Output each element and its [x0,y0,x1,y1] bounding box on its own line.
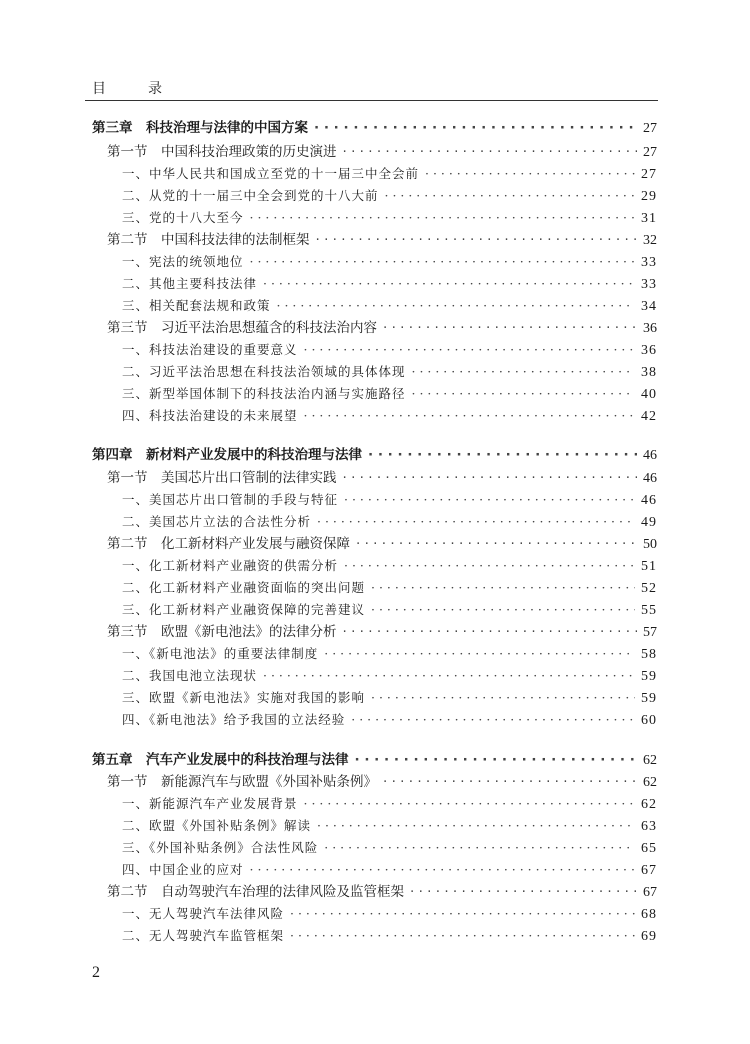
toc-title: 第三节 习近平法治思想蕴含的科技法治内容 [107,320,377,336]
toc-title: 一、化工新材料产业融资的供需分析 [122,558,339,573]
toc-item[interactable] [122,837,657,859]
toc-title: 二、美国芯片立法的合法性分析 [122,514,312,529]
dot-leader [383,771,637,793]
dot-leader [344,489,635,511]
toc-page: 67 [643,885,657,900]
dot-leader [250,207,635,229]
toc-page: 36 [641,343,657,358]
toc-title: 二、无人驾驶汽车监管框架 [122,928,285,943]
toc-item[interactable] [122,859,657,881]
toc-item[interactable] [122,295,657,317]
dot-leader [344,555,635,577]
toc-item[interactable] [122,405,657,427]
toc-page: 55 [641,603,657,618]
toc-item[interactable] [122,207,657,229]
toc-title: 一、科技法治建设的重要意义 [122,342,298,357]
toc-item[interactable] [122,273,657,295]
dot-leader [317,815,635,837]
dot-leader [250,859,635,881]
toc-item[interactable] [122,339,657,361]
toc-page: 62 [643,753,657,768]
dot-leader [304,793,635,815]
toc-title: 第二节 中国科技法律的法制框架 [107,232,310,248]
toc-page: 59 [641,691,657,706]
toc-section[interactable] [107,317,657,339]
toc-page: 62 [643,775,657,790]
toc-item[interactable] [122,489,657,511]
toc-title: 第四章 新材料产业发展中的科技治理与法律 [92,447,362,463]
toc-title: 一、新能源汽车产业发展背景 [122,796,298,811]
toc-title: 四、《新电池法》给予我国的立法经验 [122,712,346,727]
toc-page: 57 [643,625,657,640]
toc-title: 第一节 新能源汽车与欧盟《外国补贴条例》 [107,774,377,790]
toc-chapter[interactable] [92,749,657,771]
toc-section[interactable] [107,533,657,555]
toc-title: 第一节 中国科技治理政策的历史演进 [107,144,337,160]
toc-page: 65 [641,841,657,856]
toc-page: 52 [641,581,657,596]
dot-leader [324,643,635,665]
toc-item[interactable] [122,511,657,533]
toc-title: 三、新型举国体制下的科技法治内涵与实施路径 [122,386,406,401]
toc-item[interactable] [122,903,657,925]
toc-title: 三、欧盟《新电池法》实施对我国的影响 [122,690,366,705]
dot-leader [343,621,638,643]
toc-item[interactable] [122,665,657,687]
toc-page: 36 [643,321,657,336]
toc-page: 27 [643,145,657,160]
dot-leader [383,317,637,339]
dot-leader [412,383,635,405]
dot-leader [385,185,635,207]
toc-page: 33 [641,255,657,270]
toc-item[interactable] [122,361,657,383]
toc-page: 46 [643,448,657,463]
dot-leader [412,361,635,383]
toc-title: 二、从党的十一届三中全会到党的十八大前 [122,188,379,203]
toc-page: 58 [641,647,657,662]
toc-item[interactable] [122,815,657,837]
toc-page: 62 [641,797,657,812]
toc-item[interactable] [122,599,657,621]
toc-section[interactable] [107,621,657,643]
toc-page: 63 [641,819,657,834]
dot-leader [425,163,635,185]
toc-item[interactable] [122,925,657,947]
page-number: 2 [92,964,100,981]
toc-title: 第一节 美国芯片出口管制的法律实践 [107,470,337,486]
dot-leader [355,749,638,771]
toc-item[interactable] [122,251,657,273]
dot-leader [317,511,635,533]
toc-item[interactable] [122,555,657,577]
toc-title: 第二节 自动驾驶汽车治理的法律风险及监管框架 [107,884,404,900]
toc-item[interactable] [122,383,657,405]
page-header-title: 目 录 [92,81,176,97]
toc-title: 三、相关配套法规和政策 [122,298,271,313]
toc-item[interactable] [122,163,657,185]
toc-chapter[interactable] [92,444,657,466]
toc-title: 第二节 化工新材料产业发展与融资保障 [107,536,350,552]
toc-title: 三、党的十八大至今 [122,210,244,225]
toc-page: 59 [641,669,657,684]
toc-page: 69 [641,929,657,944]
toc-item[interactable] [122,643,657,665]
dot-leader [314,117,637,139]
dot-leader [250,251,635,273]
toc-page: 29 [641,189,657,204]
dot-leader [410,881,637,903]
toc-section[interactable] [107,229,657,251]
toc-item[interactable] [122,793,657,815]
dot-leader [371,687,635,709]
toc-page: 51 [641,559,657,574]
toc-item[interactable] [122,577,657,599]
toc-page: 49 [641,515,657,530]
dot-leader [371,599,635,621]
toc-title: 四、科技法治建设的未来展望 [122,408,298,423]
toc-page: 68 [641,907,657,922]
dot-leader [351,709,635,731]
toc-title: 第三章 科技治理与法律的中国方案 [92,120,308,136]
toc-title: 第三节 欧盟《新电池法》的法律分析 [107,624,337,640]
toc-page: 32 [643,233,657,248]
toc-page: 34 [641,299,657,314]
toc-item[interactable] [122,709,657,731]
toc-page: 31 [641,211,657,226]
toc-title: 一、美国芯片出口管制的手段与特征 [122,492,339,507]
dot-leader [263,665,635,687]
toc-title: 二、化工新材料产业融资面临的突出问题 [122,580,366,595]
dot-leader [263,273,635,295]
toc-title: 四、中国企业的应对 [122,862,244,877]
toc-title: 一、宪法的统领地位 [122,254,244,269]
toc-page: 60 [641,713,657,728]
toc-page: 50 [643,537,657,552]
toc-section[interactable] [107,141,657,163]
toc-page: 42 [641,409,657,424]
toc-page: 40 [641,387,657,402]
toc-section[interactable] [107,881,657,903]
dot-leader [368,444,637,466]
toc-title: 一、无人驾驶汽车法律风险 [122,906,285,921]
header-rule [85,100,658,101]
toc-page: 67 [641,863,657,878]
toc-title: 一、中华人民共和国成立至党的十一届三中全会前 [122,166,420,181]
toc-page: 46 [643,471,657,486]
toc-title: 二、欧盟《外国补贴条例》解读 [122,818,312,833]
toc-chapter[interactable] [92,117,657,139]
toc-item[interactable] [122,687,657,709]
toc-section[interactable] [107,771,657,793]
toc-page: 38 [641,365,657,380]
dot-leader [290,925,635,947]
toc-title: 二、其他主要科技法律 [122,276,258,291]
dot-leader [304,339,635,361]
dot-leader [304,405,635,427]
dot-leader [343,467,638,489]
toc-page: 27 [641,167,657,182]
toc-page: 33 [641,277,657,292]
dot-leader [316,229,638,251]
toc-page: 46 [641,493,657,508]
dot-leader [356,533,637,555]
dot-leader [343,141,638,163]
toc-title: 一、《新电池法》的重要法律制度 [122,646,319,661]
toc-title: 二、习近平法治思想在科技法治领域的具体体现 [122,364,406,379]
dot-leader [277,295,635,317]
toc-title: 三、化工新材料产业融资保障的完善建议 [122,602,366,617]
toc-title: 第五章 汽车产业发展中的科技治理与法律 [92,752,349,768]
toc-section[interactable] [107,467,657,489]
dot-leader [324,837,635,859]
dot-leader [290,903,635,925]
toc-page: 27 [643,121,657,136]
dot-leader [371,577,635,599]
toc-item[interactable] [122,185,657,207]
toc-title: 二、我国电池立法现状 [122,668,258,683]
toc-title: 三、《外国补贴条例》合法性风险 [122,840,319,855]
